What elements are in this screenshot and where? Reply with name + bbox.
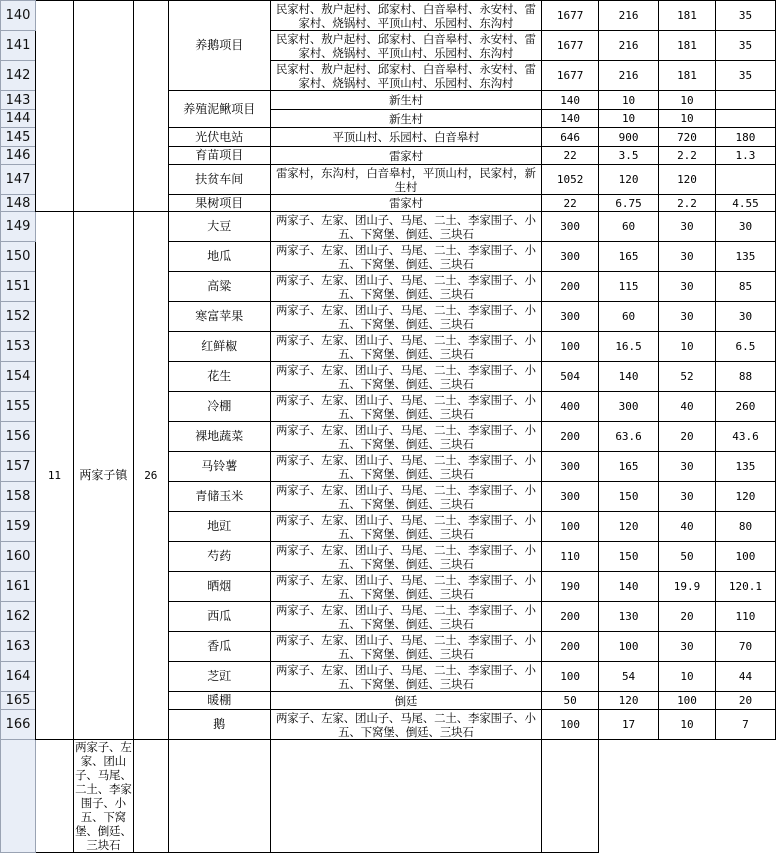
villages-cell[interactable]: 民家村、敖户起村、邱家村、白音皋村、永安村、雷家村、烧锅村、平顶山村、乐园村、东沟村 bbox=[270, 31, 542, 61]
project-cell[interactable]: 冷棚 bbox=[168, 392, 270, 422]
value-cell-b[interactable]: 63.6 bbox=[599, 422, 659, 452]
value-cell-c[interactable]: 100 bbox=[659, 692, 716, 710]
value-cell-b[interactable]: 16.5 bbox=[599, 332, 659, 362]
row-header[interactable]: 143 bbox=[1, 91, 36, 110]
value-cell-b[interactable]: 165 bbox=[599, 242, 659, 272]
value-cell-b[interactable]: 300 bbox=[599, 392, 659, 422]
value-cell-a[interactable]: 190 bbox=[542, 572, 599, 602]
project-cell[interactable]: 芝豇 bbox=[168, 662, 270, 692]
value-cell-d[interactable]: 35 bbox=[715, 1, 775, 31]
villages-cell[interactable]: 两家子、左家、团山子、马尾、二土、李家围子、小五、下窝堡、倒廷、三块石 bbox=[270, 602, 542, 632]
project-cell[interactable]: 裸地蔬菜 bbox=[168, 422, 270, 452]
value-cell-d[interactable]: 30 bbox=[715, 302, 775, 332]
value-cell-c[interactable]: 10 bbox=[659, 91, 716, 110]
value-cell-a[interactable]: 200 bbox=[542, 602, 599, 632]
row-header[interactable]: 145 bbox=[1, 128, 36, 147]
villages-cell[interactable]: 两家子、左家、团山子、马尾、二土、李家围子、小五、下窝堡、倒廷、三块石 bbox=[270, 392, 542, 422]
value-cell-d[interactable]: 85 bbox=[715, 272, 775, 302]
villages-cell[interactable]: 两家子、左家、团山子、马尾、二土、李家围子、小五、下窝堡、倒廷、三块石 bbox=[270, 242, 542, 272]
value-cell-a[interactable]: 200 bbox=[542, 632, 599, 662]
value-cell-c[interactable]: 2.2 bbox=[659, 195, 716, 212]
value-cell-a[interactable]: 200 bbox=[542, 422, 599, 452]
group-town-cell[interactable]: 两家子镇 bbox=[73, 212, 133, 740]
value-cell-a[interactable]: 1677 bbox=[542, 31, 599, 61]
row-header[interactable]: 140 bbox=[1, 1, 36, 31]
value-cell-a[interactable]: 50 bbox=[542, 692, 599, 710]
value-cell-d[interactable]: 30 bbox=[715, 212, 775, 242]
value-cell-c[interactable]: 120 bbox=[659, 165, 716, 195]
value-cell-a[interactable]: 100 bbox=[542, 710, 599, 740]
value-cell-d[interactable]: 135 bbox=[715, 242, 775, 272]
value-cell-b[interactable]: 10 bbox=[599, 91, 659, 110]
project-cell[interactable]: 晒烟 bbox=[168, 572, 270, 602]
value-cell-a[interactable]: 110 bbox=[542, 542, 599, 572]
value-cell-c[interactable]: 10 bbox=[659, 332, 716, 362]
villages-cell[interactable]: 两家子、左家、团山子、马尾、二土、李家围子、小五、下窝堡、倒廷、三块石 bbox=[270, 212, 542, 242]
value-cell-a[interactable] bbox=[133, 740, 168, 853]
value-cell-c[interactable]: 20 bbox=[659, 422, 716, 452]
value-cell-b[interactable]: 216 bbox=[599, 61, 659, 91]
value-cell-a[interactable]: 100 bbox=[542, 512, 599, 542]
value-cell-b[interactable]: 216 bbox=[599, 31, 659, 61]
value-cell-a[interactable]: 504 bbox=[542, 362, 599, 392]
row-header[interactable] bbox=[1, 740, 36, 853]
project-cell[interactable]: 芍药 bbox=[168, 542, 270, 572]
project-cell[interactable]: 地豇 bbox=[168, 512, 270, 542]
value-cell-b[interactable]: 140 bbox=[599, 362, 659, 392]
value-cell-d[interactable]: 110 bbox=[715, 602, 775, 632]
row-header[interactable]: 162 bbox=[1, 602, 36, 632]
value-cell-c[interactable]: 19.9 bbox=[659, 572, 716, 602]
value-cell-a[interactable]: 300 bbox=[542, 302, 599, 332]
row-header[interactable]: 164 bbox=[1, 662, 36, 692]
value-cell-a[interactable]: 1052 bbox=[542, 165, 599, 195]
value-cell-b[interactable]: 900 bbox=[599, 128, 659, 147]
value-cell-b[interactable]: 150 bbox=[599, 542, 659, 572]
value-cell-b[interactable] bbox=[168, 740, 270, 853]
value-cell-d[interactable]: 4.55 bbox=[715, 195, 775, 212]
value-cell-c[interactable]: 10 bbox=[659, 662, 716, 692]
value-cell-d[interactable] bbox=[542, 740, 599, 853]
value-cell-a[interactable]: 400 bbox=[542, 392, 599, 422]
villages-cell[interactable]: 两家子、左家、团山子、马尾、二土、李家围子、小五、下窝堡、倒廷、三块石 bbox=[270, 710, 542, 740]
value-cell-d[interactable]: 44 bbox=[715, 662, 775, 692]
value-cell-c[interactable]: 720 bbox=[659, 128, 716, 147]
row-header[interactable]: 159 bbox=[1, 512, 36, 542]
value-cell-c[interactable]: 30 bbox=[659, 242, 716, 272]
villages-cell[interactable]: 两家子、左家、团山子、马尾、二土、李家围子、小五、下窝堡、倒廷、三块石 bbox=[270, 512, 542, 542]
value-cell-b[interactable]: 120 bbox=[599, 512, 659, 542]
value-cell-c[interactable]: 30 bbox=[659, 452, 716, 482]
value-cell-b[interactable]: 120 bbox=[599, 165, 659, 195]
value-cell-d[interactable]: 35 bbox=[715, 31, 775, 61]
value-cell-c[interactable]: 40 bbox=[659, 392, 716, 422]
value-cell-a[interactable]: 22 bbox=[542, 195, 599, 212]
villages-cell[interactable]: 雷家村 bbox=[270, 195, 542, 212]
value-cell-d[interactable] bbox=[715, 110, 775, 128]
value-cell-d[interactable] bbox=[715, 91, 775, 110]
villages-cell[interactable]: 两家子、左家、团山子、马尾、二土、李家围子、小五、下窝堡、倒廷、三块石 bbox=[270, 422, 542, 452]
row-header[interactable]: 166 bbox=[1, 710, 36, 740]
villages-cell[interactable]: 两家子、左家、团山子、马尾、二土、李家围子、小五、下窝堡、倒廷、三块石 bbox=[270, 632, 542, 662]
value-cell-a[interactable]: 140 bbox=[542, 110, 599, 128]
project-cell[interactable]: 红鲜椒 bbox=[168, 332, 270, 362]
value-cell-d[interactable]: 120 bbox=[715, 482, 775, 512]
row-header[interactable]: 148 bbox=[1, 195, 36, 212]
row-header[interactable]: 157 bbox=[1, 452, 36, 482]
value-cell-d[interactable]: 20 bbox=[715, 692, 775, 710]
value-cell-b[interactable]: 17 bbox=[599, 710, 659, 740]
row-header[interactable]: 153 bbox=[1, 332, 36, 362]
project-cell[interactable]: 大豆 bbox=[168, 212, 270, 242]
value-cell-d[interactable]: 260 bbox=[715, 392, 775, 422]
value-cell-b[interactable]: 115 bbox=[599, 272, 659, 302]
value-cell-a[interactable]: 100 bbox=[542, 662, 599, 692]
project-cell[interactable]: 果树项目 bbox=[168, 195, 270, 212]
value-cell-c[interactable]: 181 bbox=[659, 61, 716, 91]
value-cell-d[interactable] bbox=[715, 165, 775, 195]
project-cell[interactable]: 地瓜 bbox=[168, 242, 270, 272]
value-cell-c[interactable]: 40 bbox=[659, 512, 716, 542]
project-cell[interactable] bbox=[35, 740, 73, 853]
project-cell[interactable]: 扶贫车间 bbox=[168, 165, 270, 195]
table-row[interactable] bbox=[1, 212, 776, 242]
value-cell-d[interactable]: 70 bbox=[715, 632, 775, 662]
value-cell-a[interactable]: 1677 bbox=[542, 1, 599, 31]
project-cell[interactable]: 养鹅项目 bbox=[168, 1, 270, 91]
value-cell-d[interactable]: 88 bbox=[715, 362, 775, 392]
row-header[interactable]: 144 bbox=[1, 110, 36, 128]
value-cell-b[interactable]: 60 bbox=[599, 302, 659, 332]
value-cell-a[interactable]: 100 bbox=[542, 332, 599, 362]
villages-cell[interactable]: 两家子、左家、团山子、马尾、二土、李家围子、小五、下窝堡、倒廷、三块石 bbox=[270, 302, 542, 332]
project-cell[interactable]: 寒富苹果 bbox=[168, 302, 270, 332]
value-cell-d[interactable]: 7 bbox=[715, 710, 775, 740]
villages-cell[interactable]: 雷家村 bbox=[270, 147, 542, 165]
row-header[interactable]: 161 bbox=[1, 572, 36, 602]
villages-cell[interactable]: 倒廷 bbox=[270, 692, 542, 710]
value-cell-c[interactable]: 30 bbox=[659, 272, 716, 302]
project-cell[interactable]: 马铃薯 bbox=[168, 452, 270, 482]
villages-cell[interactable]: 雷家村，东沟村，白音皋村，平顶山村，民家村，新生村 bbox=[270, 165, 542, 195]
value-cell-d[interactable]: 80 bbox=[715, 512, 775, 542]
value-cell-d[interactable]: 1.3 bbox=[715, 147, 775, 165]
project-cell[interactable]: 香瓜 bbox=[168, 632, 270, 662]
row-header[interactable]: 163 bbox=[1, 632, 36, 662]
villages-cell[interactable]: 新生村 bbox=[270, 110, 542, 128]
project-cell[interactable]: 高粱 bbox=[168, 272, 270, 302]
value-cell-c[interactable]: 30 bbox=[659, 302, 716, 332]
group-town-cell-upper[interactable] bbox=[73, 1, 133, 212]
value-cell-c[interactable]: 20 bbox=[659, 602, 716, 632]
villages-cell[interactable]: 民家村、敖户起村、邱家村、白音皋村、永安村、雷家村、烧锅村、平顶山村、乐园村、东沟村 bbox=[270, 61, 542, 91]
row-header[interactable]: 150 bbox=[1, 242, 36, 272]
project-cell[interactable]: 育苗项目 bbox=[168, 147, 270, 165]
value-cell-b[interactable]: 140 bbox=[599, 572, 659, 602]
row-header[interactable]: 146 bbox=[1, 147, 36, 165]
value-cell-d[interactable]: 6.5 bbox=[715, 332, 775, 362]
value-cell-c[interactable]: 52 bbox=[659, 362, 716, 392]
project-cell[interactable]: 鹅 bbox=[168, 710, 270, 740]
project-cell[interactable]: 西瓜 bbox=[168, 602, 270, 632]
villages-cell[interactable]: 两家子、左家、团山子、马尾、二土、李家围子、小五、下窝堡、倒廷、三块石 bbox=[270, 272, 542, 302]
group-index-cell-upper[interactable] bbox=[35, 1, 73, 212]
villages-cell[interactable]: 两家子、左家、团山子、马尾、二土、李家围子、小五、下窝堡、倒廷、三块石 bbox=[270, 452, 542, 482]
value-cell-a[interactable]: 300 bbox=[542, 452, 599, 482]
value-cell-b[interactable]: 10 bbox=[599, 110, 659, 128]
value-cell-d[interactable]: 120.1 bbox=[715, 572, 775, 602]
row-header[interactable]: 142 bbox=[1, 61, 36, 91]
row-header[interactable]: 165 bbox=[1, 692, 36, 710]
value-cell-c[interactable]: 50 bbox=[659, 542, 716, 572]
value-cell-b[interactable]: 150 bbox=[599, 482, 659, 512]
value-cell-b[interactable]: 54 bbox=[599, 662, 659, 692]
row-header[interactable]: 160 bbox=[1, 542, 36, 572]
table-row[interactable] bbox=[1, 1, 776, 31]
value-cell-b[interactable]: 3.5 bbox=[599, 147, 659, 165]
project-cell[interactable]: 花生 bbox=[168, 362, 270, 392]
value-cell-a[interactable]: 646 bbox=[542, 128, 599, 147]
value-cell-c[interactable]: 10 bbox=[659, 710, 716, 740]
value-cell-d[interactable]: 35 bbox=[715, 61, 775, 91]
row-header[interactable]: 149 bbox=[1, 212, 36, 242]
villages-cell[interactable]: 新生村 bbox=[270, 91, 542, 110]
table-row[interactable] bbox=[1, 740, 776, 853]
value-cell-c[interactable]: 181 bbox=[659, 1, 716, 31]
project-cell[interactable]: 养殖泥鳅项目 bbox=[168, 91, 270, 128]
value-cell-a[interactable]: 300 bbox=[542, 482, 599, 512]
villages-cell[interactable]: 两家子、左家、团山子、马尾、二土、李家围子、小五、下窝堡、倒廷、三块石 bbox=[270, 362, 542, 392]
row-header[interactable]: 158 bbox=[1, 482, 36, 512]
value-cell-a[interactable]: 300 bbox=[542, 242, 599, 272]
value-cell-d[interactable]: 43.6 bbox=[715, 422, 775, 452]
villages-cell[interactable]: 两家子、左家、团山子、马尾、二土、李家围子、小五、下窝堡、倒廷、三块石 bbox=[270, 482, 542, 512]
villages-cell[interactable]: 两家子、左家、团山子、马尾、二土、李家围子、小五、下窝堡、倒廷、三块石 bbox=[270, 332, 542, 362]
value-cell-a[interactable]: 1677 bbox=[542, 61, 599, 91]
row-header[interactable]: 156 bbox=[1, 422, 36, 452]
value-cell-c[interactable]: 30 bbox=[659, 482, 716, 512]
value-cell-c[interactable]: 30 bbox=[659, 632, 716, 662]
value-cell-b[interactable]: 6.75 bbox=[599, 195, 659, 212]
value-cell-b[interactable]: 216 bbox=[599, 1, 659, 31]
villages-cell[interactable]: 两家子、左家、团山子、马尾、二土、李家围子、小五、下窝堡、倒廷、三块石 bbox=[75, 740, 132, 852]
value-cell-c[interactable]: 181 bbox=[659, 31, 716, 61]
row-header[interactable]: 155 bbox=[1, 392, 36, 422]
villages-cell[interactable]: 两家子、左家、团山子、马尾、二土、李家围子、小五、下窝堡、倒廷、三块石 bbox=[270, 572, 542, 602]
villages-cell[interactable]: 民家村、敖户起村、邱家村、白音皋村、永安村、雷家村、烧锅村、平顶山村、乐园村、东沟村 bbox=[270, 1, 542, 31]
value-cell-b[interactable]: 165 bbox=[599, 452, 659, 482]
row-header[interactable]: 154 bbox=[1, 362, 36, 392]
row-header[interactable]: 152 bbox=[1, 302, 36, 332]
villages-cell[interactable]: 两家子、左家、团山子、马尾、二土、李家围子、小五、下窝堡、倒廷、三块石 bbox=[270, 662, 542, 692]
value-cell-b[interactable]: 120 bbox=[599, 692, 659, 710]
project-cell[interactable]: 暖棚 bbox=[168, 692, 270, 710]
value-cell-c[interactable] bbox=[270, 740, 542, 853]
row-header[interactable]: 151 bbox=[1, 272, 36, 302]
value-cell-b[interactable]: 60 bbox=[599, 212, 659, 242]
value-cell-a[interactable]: 140 bbox=[542, 91, 599, 110]
value-cell-a[interactable]: 200 bbox=[542, 272, 599, 302]
row-header[interactable]: 141 bbox=[1, 31, 36, 61]
value-cell-a[interactable]: 22 bbox=[542, 147, 599, 165]
value-cell-c[interactable]: 10 bbox=[659, 110, 716, 128]
value-cell-b[interactable]: 100 bbox=[599, 632, 659, 662]
villages-cell[interactable]: 两家子、左家、团山子、马尾、二土、李家围子、小五、下窝堡、倒廷、三块石 bbox=[270, 542, 542, 572]
villages-cell[interactable]: 平顶山村、乐园村、白音皋村 bbox=[270, 128, 542, 147]
value-cell-c[interactable]: 30 bbox=[659, 212, 716, 242]
value-cell-c[interactable]: 2.2 bbox=[659, 147, 716, 165]
value-cell-d[interactable]: 100 bbox=[715, 542, 775, 572]
group-index-cell[interactable]: 11 bbox=[35, 212, 73, 740]
group-count-cell[interactable]: 26 bbox=[133, 212, 168, 740]
group-count-cell-upper[interactable] bbox=[133, 1, 168, 212]
value-cell-d[interactable]: 180 bbox=[715, 128, 775, 147]
project-cell[interactable]: 光伏电站 bbox=[168, 128, 270, 147]
project-cell[interactable]: 青储玉米 bbox=[168, 482, 270, 512]
value-cell-b[interactable]: 130 bbox=[599, 602, 659, 632]
row-header[interactable]: 147 bbox=[1, 165, 36, 195]
value-cell-a[interactable]: 300 bbox=[542, 212, 599, 242]
value-cell-d[interactable]: 135 bbox=[715, 452, 775, 482]
